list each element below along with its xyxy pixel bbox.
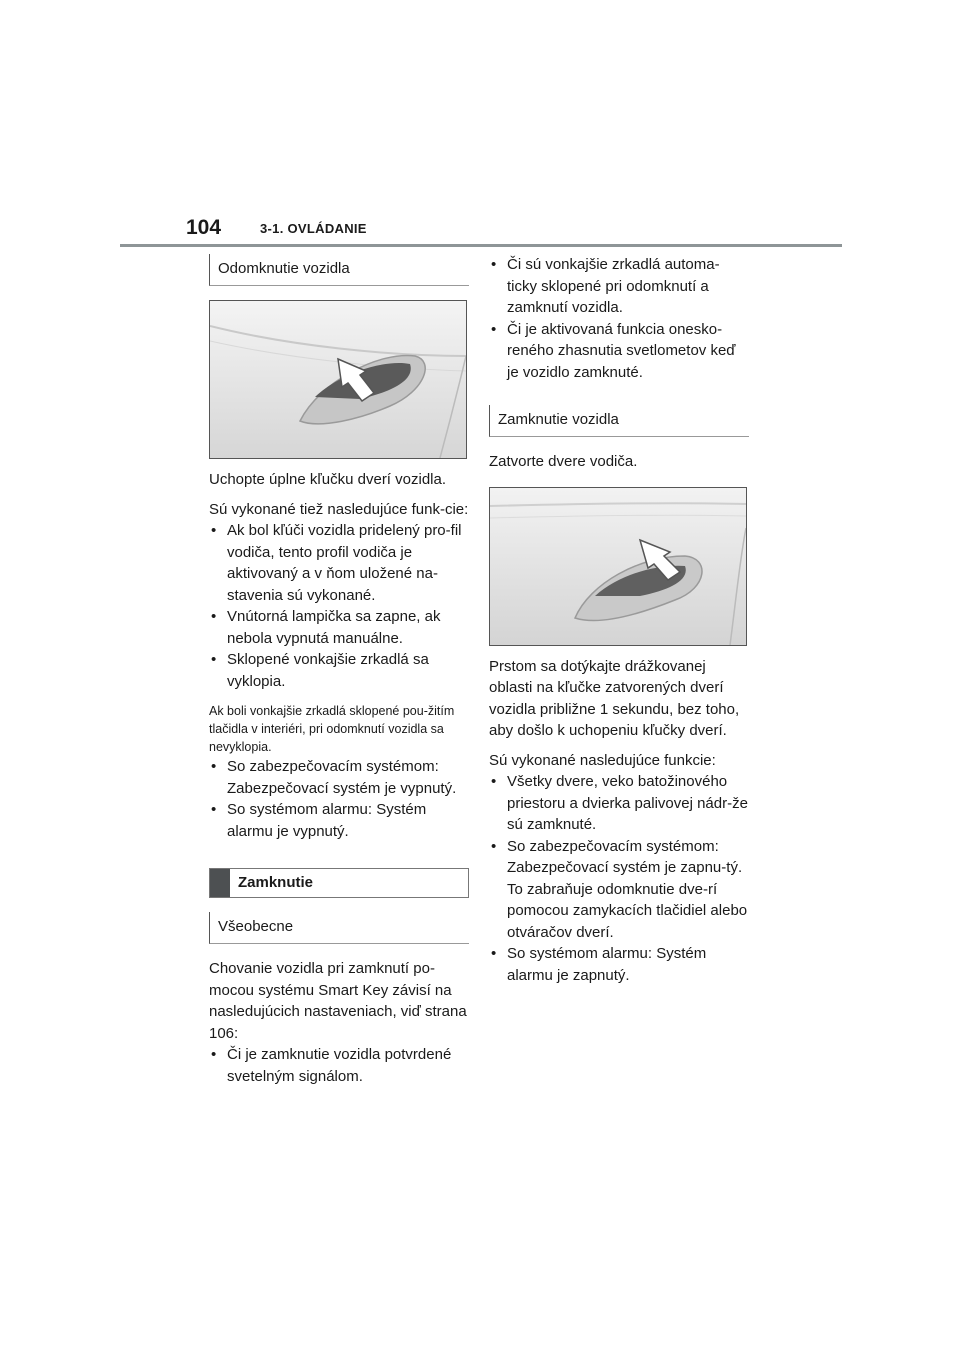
chapter-title: 3-1. OVLÁDANIE xyxy=(260,221,367,236)
paragraph: Zatvorte dvere vodiča. xyxy=(489,453,638,470)
section-heading-unlock xyxy=(209,254,469,286)
section-heading-text: Odomknutie vozidla xyxy=(218,260,350,277)
page-number: 104 xyxy=(186,216,222,239)
bullet-list xyxy=(209,756,469,842)
list-item: • So zabezpečovacím systémom: Zabezpečovací systém je zapnu-tý. To zabraňuje odomknutie dve-rí pomocou zamykacích tlačidiel alebo otváračov dverí. xyxy=(489,836,749,944)
left-column xyxy=(209,254,469,1087)
list-item: • So systémom alarmu: Systém alarmu je vypnutý. xyxy=(209,799,469,842)
paragraph: Chovanie vozidla pri zamknutí po-mocou systému Smart Key závisí na nasledujúcich nastaveniach, viď strana 106: xyxy=(209,960,467,1042)
section-heading-lock-vehicle xyxy=(489,405,749,437)
paragraph: Uchopte úplne kľučku dverí vozidla. xyxy=(209,471,447,488)
section-heading-lock xyxy=(209,868,469,898)
bullet-list xyxy=(489,771,749,986)
paragraph: Sú vykonané tiež nasledujúce funk-cie: xyxy=(209,500,469,518)
section-heading-text: Zamknutie vozidla xyxy=(498,411,619,428)
section-heading-text: Všeobecne xyxy=(218,918,294,935)
list-item: • Či sú vonkajšie zrkadlá automa-ticky sklopené pri odomknutí a zamknutí vozidla. xyxy=(489,254,749,319)
list-item: • Ak bol kľúči vozidla pridelený pro-fil vodiča, tento profil vodiča je aktivovaný a v ňom uložené na-stavenia sú vykonané. xyxy=(209,520,469,606)
list-item: • Či je zamknutie vozidla potvrdené svetelným signálom. xyxy=(209,1044,469,1087)
list-item: • Vnútorná lampička sa zapne, ak nebola vypnutá manuálne. xyxy=(209,606,469,649)
list-item: • So zabezpečovacím systémom: Zabezpečovací systém je vypnutý. xyxy=(209,756,469,799)
list-item: • Či je aktivovaná funkcia onesko-reného zhasnutia svetlometov keď je vozidlo zamknuté. xyxy=(489,319,749,384)
door-handle-illustration-unlock xyxy=(209,300,467,459)
heading-block-marker xyxy=(210,869,230,897)
bullet-list xyxy=(209,520,469,692)
bullet-list xyxy=(489,254,749,383)
list-item: • Sklopené vonkajšie zrkadlá sa vyklopia. xyxy=(209,649,469,692)
door-handle-illustration-lock xyxy=(489,487,747,646)
page-header xyxy=(186,214,841,246)
bullet-list xyxy=(209,1044,469,1087)
paragraph: Prstom sa dotýkajte drážkovanej oblasti na kľučke zatvorených dverí vozidla približne 1 sekundu, bez toho, aby došlo k uchopeniu kľučky dverí. xyxy=(489,657,740,739)
note-text: Ak boli vonkajšie zrkadlá sklopené pou-žitím tlačidla v interiéri, pri odomknutí vozidla sa nevyklopia. xyxy=(209,704,455,754)
paragraph: Sú vykonané nasledujúce funkcie: xyxy=(489,751,716,769)
list-item: • So systémom alarmu: Systém alarmu je zapnutý. xyxy=(489,943,749,986)
header-divider xyxy=(120,244,842,247)
right-column xyxy=(489,254,749,986)
section-heading-general xyxy=(209,912,469,944)
list-item: • Všetky dvere, veko batožinového priestoru a dvierka palivovej nádr-že sú zamknuté. xyxy=(489,771,749,836)
section-heading-text: Zamknutie xyxy=(238,874,314,891)
